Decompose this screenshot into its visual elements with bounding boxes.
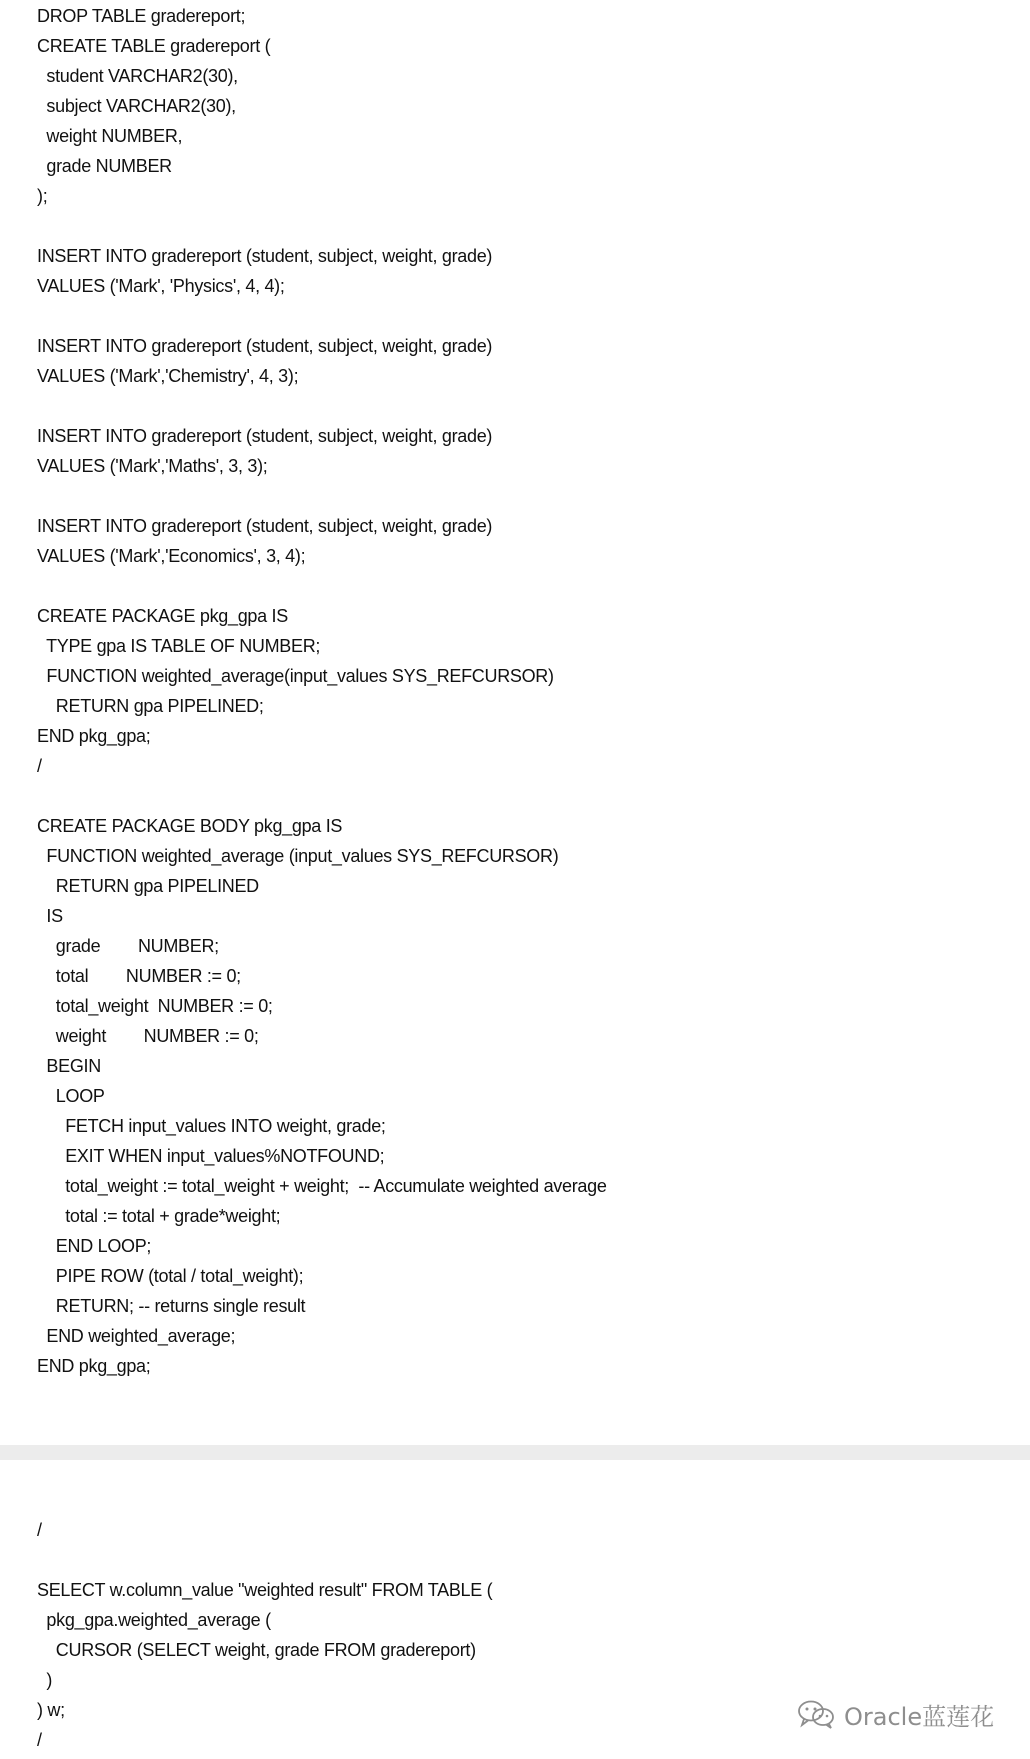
section-divider [0,1445,1030,1460]
wechat-icon [796,1699,838,1729]
watermark [796,1697,994,1731]
code-block-sql-query: / SELECT w.column_value "weighted result" FROM TABLE ( pkg_gpa.weighted_average ( CURSOR (SELECT weight, grade FROM gradereport) ) ) w; / [37,1520,493,1750]
watermark-text: Oracle蓝莲花 [844,1702,995,1731]
code-block-sql-setup: DROP TABLE gradereport; CREATE TABLE gradereport ( student VARCHAR2(30), subject VARCHAR2(30), weight NUMBER, grade NUMBER ); INSERT INTO gradereport (student, subject, weight, grade) VALUES ('Mark', 'Physics', 4, 4); INSERT INTO gradereport (student, subject, weight, grade) VALUES ('Mark','Chemistry', 4, 3); INSERT INTO gradereport (student, subject, weight, grade) VALUES ('Mark','Maths', 3, 3); INSERT INTO gradereport (student, subject, weight, grade) VALUES ('Mark','Economics', 3, 4); CREATE PACKAGE pkg_gpa IS TYPE gpa IS TABLE OF NUMBER; FUNCTION weighted_average(input_values SYS_REFCURSOR) RETURN gpa PIPELINED; END pkg_gpa; / CREATE PACKAGE BODY pkg_gpa IS FUNCTION weighted_average (input_values SYS_REFCURSOR) RETURN gpa PIPELINED IS grade NUMBER; total NUMBER := 0; total_weight NUMBER := 0; weight NUMBER := 0; BEGIN LOOP FETCH input_values INTO weight, grade; EXIT WHEN input_values%NOTFOUND; total_weight := total_weight + weight; -- Accumulate weighted average total := total + grade*weight; END LOOP; PIPE ROW (total / total_weight); RETURN; -- returns single result END weighted_average; END pkg_gpa; [37,6,607,1376]
